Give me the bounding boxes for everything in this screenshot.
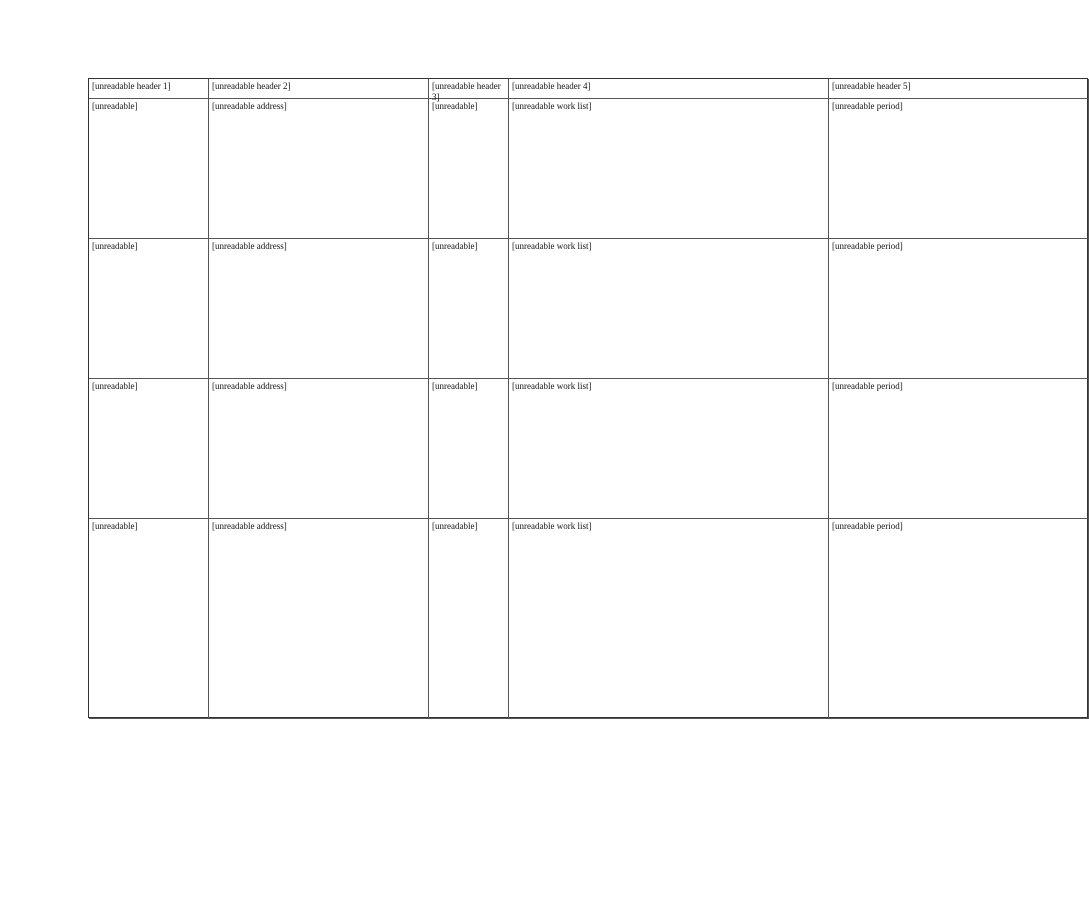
row-1-period: [unreadable period] [829, 99, 1089, 239]
header-cell-4: [unreadable header 4] [509, 79, 829, 99]
row-2-number: [unreadable] [89, 239, 209, 379]
row-4-year: [unreadable] [429, 519, 509, 719]
row-1-works: [unreadable work list] [509, 99, 829, 239]
row-2-address: [unreadable address] [209, 239, 429, 379]
row-3-number: [unreadable] [89, 379, 209, 519]
row-3-address: [unreadable address] [209, 379, 429, 519]
row-1-address: [unreadable address] [209, 99, 429, 239]
row-3-period: [unreadable period] [829, 379, 1089, 519]
row-2-year: [unreadable] [429, 239, 509, 379]
rotated-table [88, 78, 1088, 718]
header-cell-3: [unreadable header 3] [429, 79, 509, 99]
header-cell-1: [unreadable header 1] [89, 79, 209, 99]
header-cell-5: [unreadable header 5] [829, 79, 1089, 99]
row-2-works: [unreadable work list] [509, 239, 829, 379]
row-4-period: [unreadable period] [829, 519, 1089, 719]
row-3-year: [unreadable] [429, 379, 509, 519]
row-1-number: [unreadable] [89, 99, 209, 239]
row-1-year: [unreadable] [429, 99, 509, 239]
header-cell-2: [unreadable header 2] [209, 79, 429, 99]
row-4-number: [unreadable] [89, 519, 209, 719]
row-3-works: [unreadable work list] [509, 379, 829, 519]
row-2-period: [unreadable period] [829, 239, 1089, 379]
row-4-works: [unreadable work list] [509, 519, 829, 719]
row-4-address: [unreadable address] [209, 519, 429, 719]
